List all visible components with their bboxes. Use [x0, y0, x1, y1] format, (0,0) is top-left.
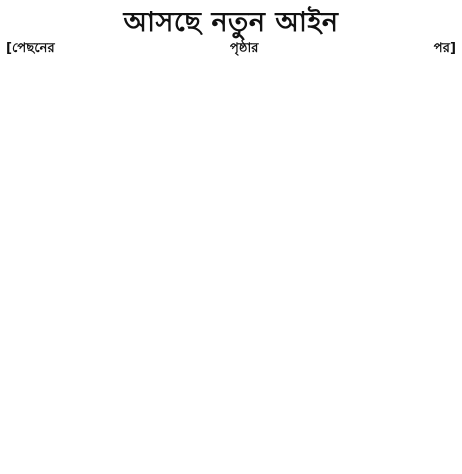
body-line — [6, 191, 456, 210]
body-line — [6, 380, 456, 399]
body-line — [6, 134, 456, 153]
body-line — [6, 267, 456, 286]
body-line — [6, 323, 456, 342]
body-line — [6, 342, 456, 361]
article-headline: আসছে নতুন আইন — [123, 7, 339, 38]
next-article-heading-cut — [0, 458, 462, 474]
body-line — [6, 229, 456, 248]
body-line — [6, 248, 456, 267]
body-line — [6, 172, 456, 191]
body-line — [6, 97, 456, 116]
body-line — [6, 59, 456, 78]
body-line — [6, 399, 456, 418]
body-line — [6, 116, 456, 135]
continuation-marker: [পেছনের পৃষ্ঠার পর] — [6, 41, 456, 56]
article-body — [6, 40, 456, 474]
body-line — [6, 153, 456, 172]
body-line — [6, 210, 456, 229]
body-line — [6, 437, 456, 456]
body-line — [6, 304, 456, 323]
body-line — [6, 286, 456, 305]
body-line — [6, 418, 456, 437]
body-line — [6, 40, 456, 59]
body-line — [6, 78, 456, 97]
body-line — [6, 361, 456, 380]
